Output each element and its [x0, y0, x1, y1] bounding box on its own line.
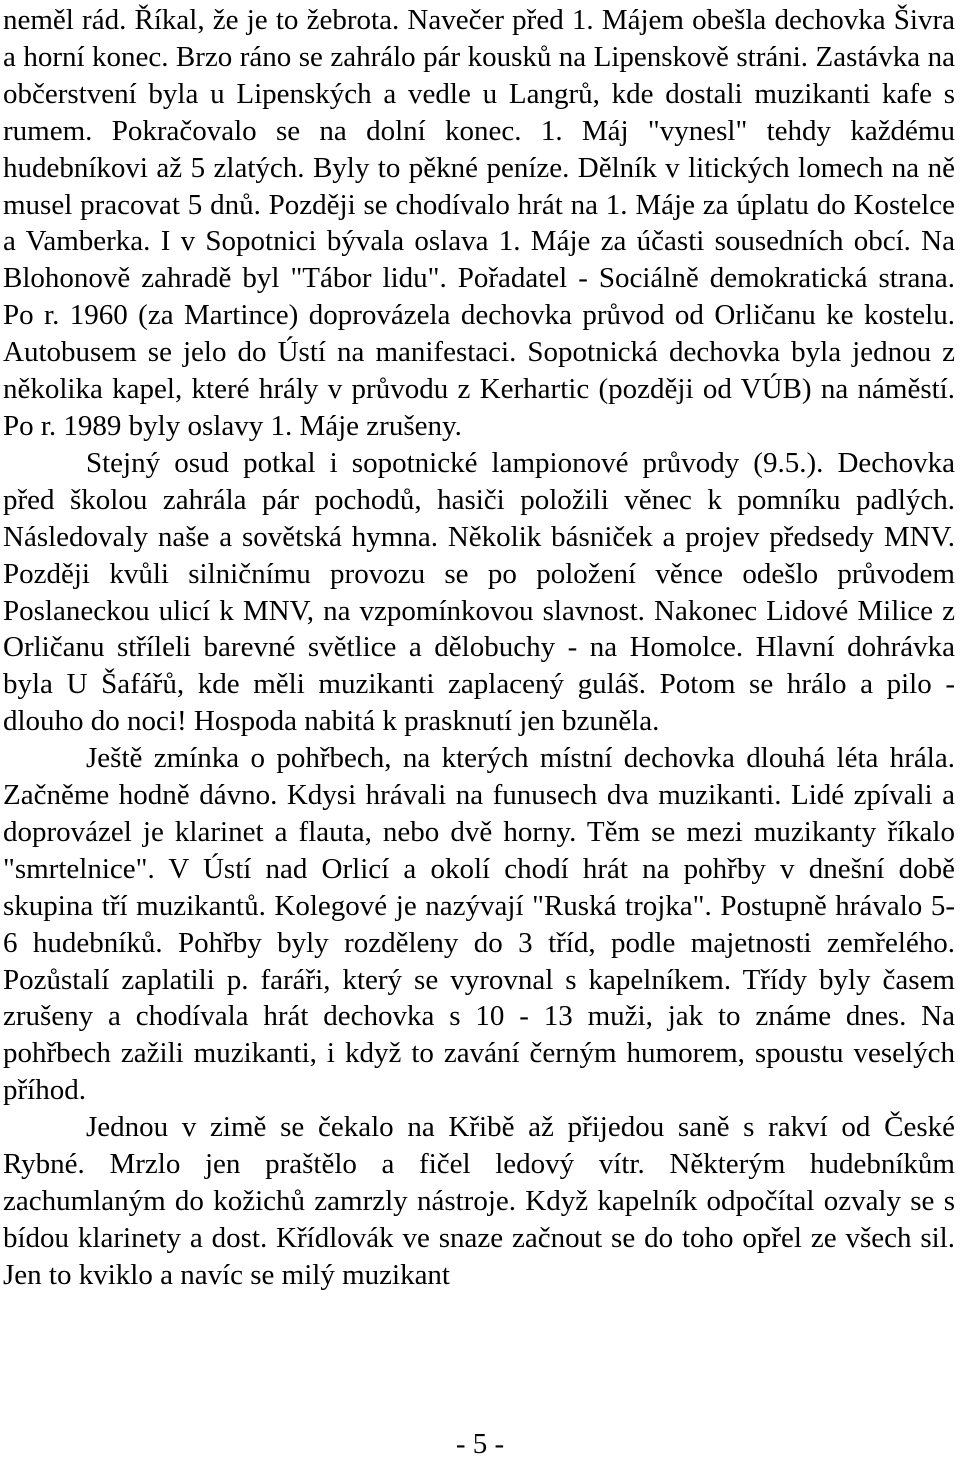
body-text	[3, 2, 955, 1294]
paragraph-funerals: Ještě zmínka o pohřbech, na kterých místní dechovka dlouhá léta hrála. Začněme hodně dávno. Kdysi hrávali na funusech dva muzikanti. Lidé zpívali a doprovázel je klarinet a flauta, nebo dvě horny. Těm se mezi muzikanty říkalo "smrtelnice". V Ústí nad Orlicí a okolí chodí hrát na pohřby v dnešní době skupina tří muzikantů. Kolegové je nazývají "Ruská trojka". Postupně hrávalo 5-6 hudebníků. Pohřby byly rozděleny do 3 tříd, podle majetnosti zemřelého. Pozůstalí zaplatili p. faráři, který se vyrovnal s kapelníkem. Třídy byly časem zrušeny a chodívala hrát dechovka s 10 - 13 muži, jak to známe dnes. Na pohřbech zažili muzikanti, i když to zavání černým humorem, spoustu veselých příhod.	[3, 742, 955, 1107]
page-number: - 5 -	[455, 1428, 505, 1460]
paragraph-winter-funeral: Jednou v zimě se čekalo na Křibě až přijedou saně s rakví od České Rybné. Mrzlo jen praštělo a fičel ledový vítr. Některým hudebníkům zachumlaným do kožichů zamrzly nástroje. Když kapelník odpočítal ozvaly se s bídou klarinety a dost. Křídlovák ve snaze začnout se do toho opřel ze všech sil. Jen to kviklo a navíc se milý muzikant	[3, 1111, 955, 1291]
paragraph-may-day: neměl rád. Říkal, že je to žebrota. Navečer před 1. Májem obešla dechovka Šivra a horní konec. Brzo ráno se zahrálo pár kousků na Lipenskově stráni. Zastávka na občerstvení byla u Lipenských a vedle u Langrů, kde dostali muzikanti kafe s rumem. Pokračovalo se na dolní konec. 1. Máj "vynesl" tehdy každému hudebníkovi až 5 zlatých. Byly to pěkné peníze. Dělník v litických lomech na ně musel pracovat 5 dnů. Později se chodívalo hrát na 1. Máje za úplatu do Kostelce a Vamberka. I v Sopotnici bývala oslava 1. Máje za účasti sousedních obcí. Na Blohonově zahradě byl "Tábor lidu". Pořadatel - Sociálně demokratická strana. Po r. 1960 (za Martince) doprovázela dechovka průvod od Orličanu ke kostelu. Autobusem se jelo do Ústí na manifestaci. Sopotnická dechovka byla jednou z několika kapel, které hrály v průvodu z Kerhartic (později od VÚB) na náměstí. Po r. 1989 byly oslavy 1. Máje zrušeny.	[3, 4, 955, 442]
paragraph-lantern-parades: Stejný osud potkal i sopotnické lampionové průvody (9.5.). Dechovka před školou zahrála pár pochodů, hasiči položili věnec k pomníku padlých. Následovaly naše a sovětská hymna. Několik básniček a projev předsedy MNV. Později kvůli silničnímu provozu se po položení věnce odešlo průvodem Poslaneckou ulicí k MNV, na vzpomínkovou slavnost. Nakonec Lidové Milice z Orličanu stříleli barevné světlice a dělobuchy - na Homolce. Hlavní dohrávka byla U Šafářů, kde měli muzikanti zaplacený guláš. Potom se hrálo a pilo - dlouho do noci! Hospoda nabitá k prasknutí jen bzuněla.	[3, 446, 955, 738]
